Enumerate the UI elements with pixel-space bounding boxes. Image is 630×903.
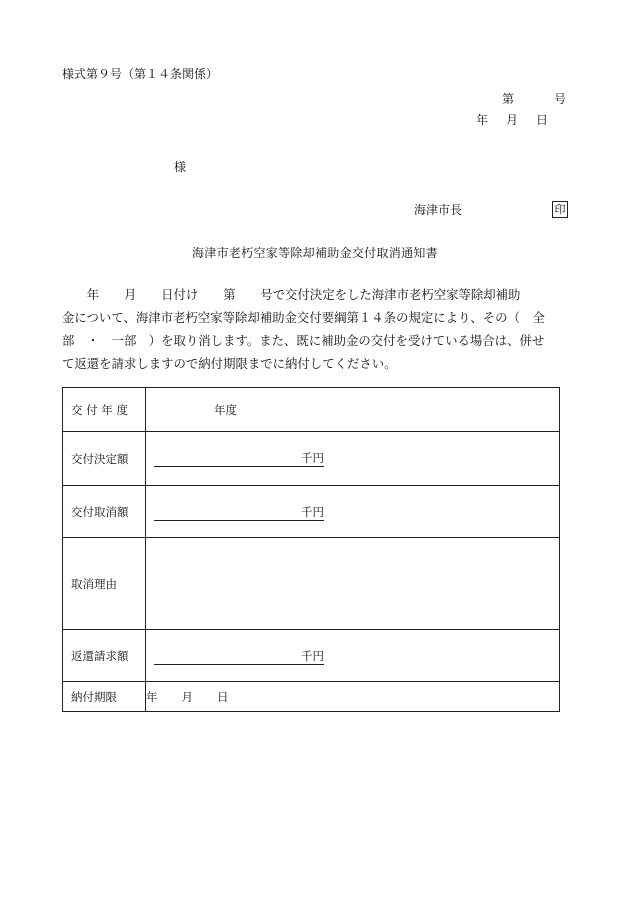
date-year: 年 xyxy=(476,113,489,127)
body-line: 年 月 日付け 第 号で交付決定をした海津市老朽空家等除却補助 xyxy=(62,287,521,302)
body-line: 部 ・ 一部 ）を取り消します。また、既に補助金の交付を受けている場合は、併せ xyxy=(62,333,545,348)
table-row xyxy=(63,388,560,432)
deadline-label: 納付期限 xyxy=(63,682,146,712)
table-row xyxy=(63,486,560,538)
fiscal-year-value: 年度 xyxy=(214,402,237,417)
deadline-day: 日 xyxy=(217,689,229,704)
date-month: 月 xyxy=(506,113,519,127)
cancel-amount-label: 交付取消額 xyxy=(63,486,146,538)
table-row xyxy=(63,432,560,486)
refund-amount-unit: 千円 xyxy=(301,649,324,663)
table-row xyxy=(63,682,560,712)
deadline-year: 年 xyxy=(146,689,158,704)
deadline-month: 月 xyxy=(181,689,193,704)
cancel-amount-unit: 千円 xyxy=(301,505,324,519)
refund-amount-cell xyxy=(146,630,560,682)
table-row xyxy=(63,630,560,682)
decided-amount-cell xyxy=(146,432,560,486)
fiscal-year-label: 交 付 年 度 xyxy=(63,388,146,432)
decided-amount-line xyxy=(154,453,324,467)
date-day: 日 xyxy=(536,113,549,127)
cancel-amount-cell xyxy=(146,486,560,538)
seal-box: 印 xyxy=(552,201,568,218)
cancel-amount-line xyxy=(154,507,324,521)
document-number xyxy=(502,92,566,106)
form-number: 様式第９号（第１４条関係） xyxy=(62,67,219,81)
body-line: 金について、海津市老朽空家等除却補助金交付要綱第１４条の規定により、その（ 全 xyxy=(62,310,545,325)
decided-amount-unit: 千円 xyxy=(301,451,324,465)
document-date xyxy=(476,113,548,127)
info-table xyxy=(62,387,560,712)
body-paragraph xyxy=(62,283,570,375)
refund-amount-line xyxy=(154,651,324,665)
body-line: て返還を請求しますので納付期限までに納付してください。 xyxy=(62,356,397,371)
deadline-cell xyxy=(146,682,560,712)
doc-number-go: 号 xyxy=(554,92,567,106)
doc-number-dai: 第 xyxy=(502,92,515,106)
reason-label: 取消理由 xyxy=(63,538,146,630)
refund-amount-label: 返還請求額 xyxy=(63,630,146,682)
fiscal-year-cell xyxy=(146,388,560,432)
document-title: 海津市老朽空家等除却補助金交付取消通知書 xyxy=(191,246,438,260)
reason-cell xyxy=(146,538,560,630)
addressee: 様 xyxy=(174,160,187,174)
decided-amount-label: 交付決定額 xyxy=(63,432,146,486)
table-row xyxy=(63,538,560,630)
issuer-name: 海津市長 xyxy=(414,203,463,217)
